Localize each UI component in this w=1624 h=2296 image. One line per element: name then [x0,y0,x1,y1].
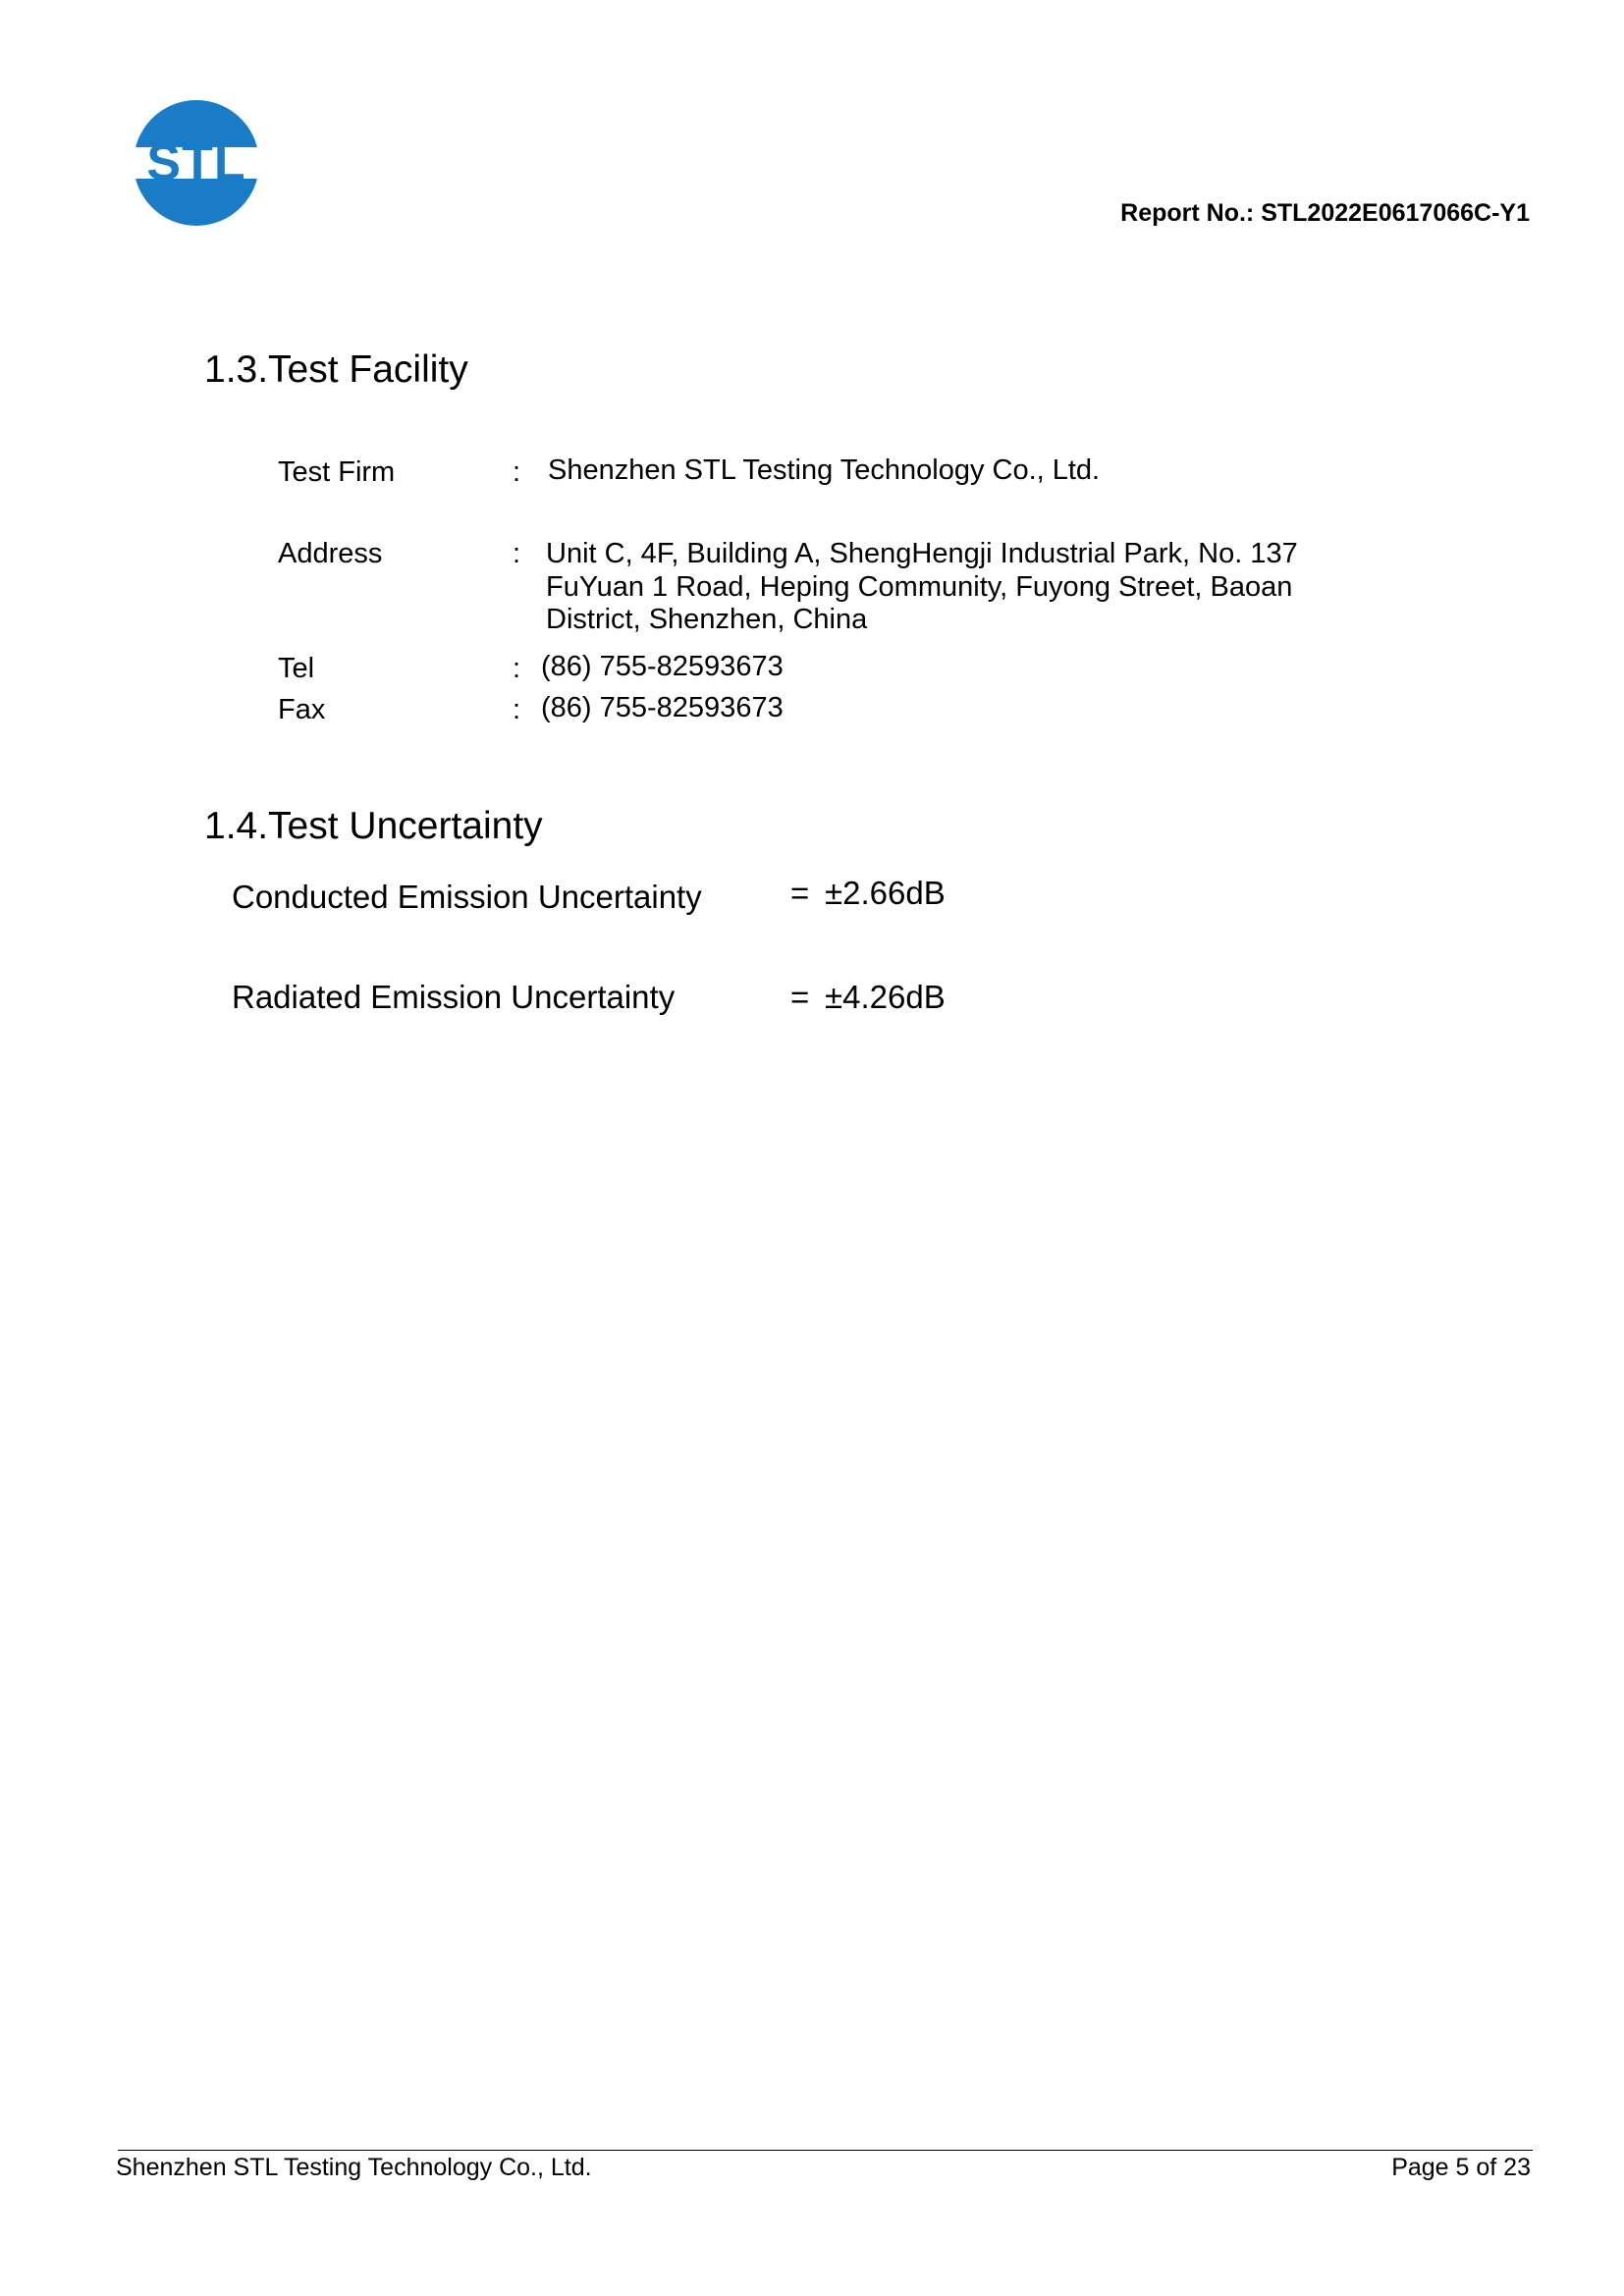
footer-page-number: Page 5 of 23 [1391,2154,1531,2181]
tel-colon: : [513,653,521,684]
footer-company: Shenzhen STL Testing Technology Co., Ltd. [116,2154,592,2181]
address-line-3: District, Shenzhen, China [546,604,868,635]
report-number: Report No.: STL2022E0617066C-Y1 [1120,199,1530,227]
section-title-test-uncertainty: 1.4.Test Uncertainty [204,805,543,847]
address-label: Address [278,538,383,569]
svg-text:STL: STL [146,134,246,191]
footer-divider [118,2150,1533,2151]
tel-value: (86) 755-82593673 [541,651,784,682]
test-firm-value: Shenzhen STL Testing Technology Co., Ltd. [548,454,1101,486]
section-title-test-facility: 1.3.Test Facility [204,348,468,391]
test-firm-label: Test Firm [278,456,396,488]
stl-logo [132,98,261,228]
fax-value: (86) 755-82593673 [541,692,784,723]
address-colon: : [513,538,521,569]
fax-label: Fax [278,694,326,725]
address-line-2: FuYuan 1 Road, Heping Community, Fuyong Street, Baoan [546,571,1293,603]
address-line-1: Unit C, 4F, Building A, ShengHengji Industrial Park, No. 137 [546,538,1298,569]
radiated-emission-label: Radiated Emission Uncertainty [232,979,676,1015]
conducted-emission-equals: = [790,875,810,911]
radiated-emission-equals: = [790,979,810,1015]
fax-colon: : [513,694,521,725]
conducted-emission-value: ±2.66dB [825,875,946,911]
conducted-emission-label: Conducted Emission Uncertainty [232,879,702,915]
radiated-emission-value: ±4.26dB [825,979,946,1015]
tel-label: Tel [278,653,315,684]
test-firm-colon: : [513,456,521,488]
